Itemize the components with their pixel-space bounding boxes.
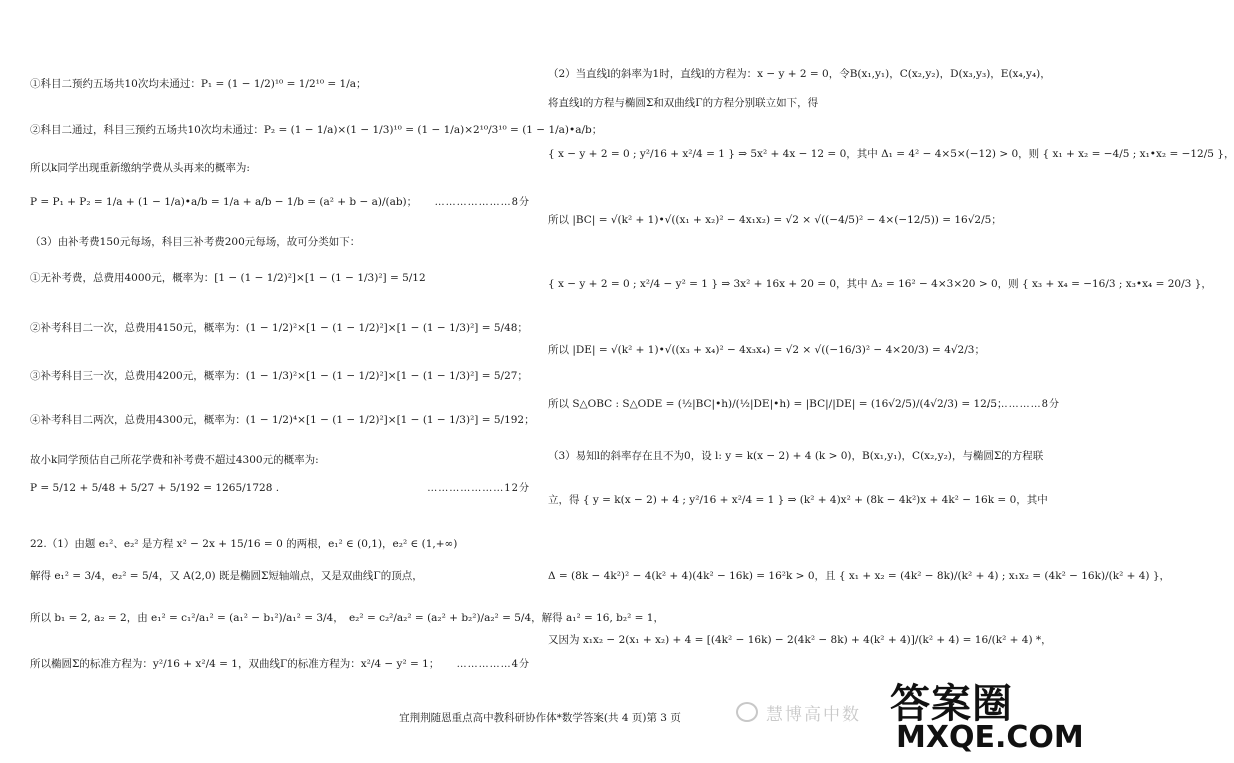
part3-system-line: 立，得 { y = k(x − 2) + 4 ; y²/16 + x²/4 = 1 } ⇒ (k² + 4)x² + (8k − 4k²)x + 4k² − 16k = 0，其中 [548, 494, 1048, 506]
bc-length-line: 所以 |BC| = √(k² + 1)•√((x₁ + x₂)² − 4x₁x₂) = √2 × √((−4/5)² − 4×(−12/5)) = 16√2/5； [548, 214, 1002, 226]
restart-prob-formula: P = P₁ + P₂ = 1/a + (1 − 1/a)•a/b = 1/a + a/b − 1/b = (a² + b − a)/(ab)； …………………8分 [30, 196, 530, 208]
simultaneous-intro: 将直线l的方程与椭圆Σ和双曲线Γ的方程分别联立如下，得 [548, 97, 819, 109]
case-3-line: ③补考科目三一次，总费用4200元，概率为：(1 − 1/3)²×[1 − (1 − 1/2)²]×[1 − (1 − 1/3)²] = 5/27； [30, 370, 528, 382]
watermark-logo-top: 答案圈 [890, 681, 1013, 727]
score-marker: ……………8分 [986, 399, 1060, 410]
area-ratio-line: 所以 S△OBC : S△ODE = (½|BC|•h)/(½|DE|•h) = |BC|/|DE| = (16√2/5)/(4√2/3) = 12/5； ……………8分 [548, 398, 1060, 410]
score-marker: ……………4分 [456, 659, 530, 670]
case-2-line: ②补考科目二一次，总费用4150元，概率为：(1 − 1/2)²×[1 − (1 − 1/2)²]×[1 − (1 − 1/3)²] = 5/48； [30, 322, 528, 334]
eccentricity-solution-line: 解得 e₁² = 3/4，e₂² = 5/4，又 A(2,0) 既是椭圆Σ短轴端点，又是双曲线Γ的顶点， [30, 570, 423, 582]
discriminant-line: Δ = (8k − 4k²)² − 4(k² + 4)(4k² − 16k) = 16²k > 0，且 { x₁ + x₂ = (4k² − 8k)/(k² + 4) ; x₁x₂ = (4k² − 16k)/(k² + 4) }， [548, 570, 1171, 582]
de-length-line: 所以 |DE| = √(k² + 1)•√((x₃ + x₄)² − 4x₃x₄) = √2 × √((−16/3)² − 4×20/3) = 4√2/3； [548, 344, 985, 356]
part3-intro: （3）由补考费150元每场，科目三补考费200元每场，故可分类如下： [30, 236, 361, 248]
part3-setup-line: （3）易知l的斜率存在且不为0，设 l: y = k(x − 2) + 4 (k > 0)，B(x₁,y₁)，C(x₂,y₂)，与椭圆Σ的方程联 [548, 450, 1044, 462]
total-prob-formula: P = 5/12 + 5/48 + 5/27 + 5/192 = 1265/1728 . …………………12分 [30, 482, 530, 494]
page-footer: 宜荆荆随恩重点高中教科研协作体*数学答案(共 4 页)第 3 页 [399, 712, 681, 724]
watermark-text: 慧博高中数 [766, 705, 861, 725]
watermark-icon [736, 702, 758, 722]
q22-part1-line: 22.（1）由题 e₁²、e₂² 是方程 x² − 2x + 15/16 = 0 的两根，e₁² ∈ (0,1)，e₂² ∈ (1,+∞) [30, 538, 458, 550]
line-slope-1-intro: （2）当直线l的斜率为1时，直线l的方程为：x − y + 2 = 0，令B(x₁,y₁)，C(x₂,y₂)，D(x₃,y₃)，E(x₄,y₄)， [548, 68, 1051, 80]
ellipse-system-line: { x − y + 2 = 0 ; y²/16 + x²/4 = 1 } ⇒ 5x² + 4x − 12 = 0，其中 Δ₁ = 4² − 4×5×(−12) > 0，则 { x₁ + x₂ = −4/5 ; x₁•x₂ = −12/5 }， [548, 148, 1234, 160]
prob-p2-line: ②科目二通过，科目三预约五场共10次均未通过：P₂ = (1 − 1/a)×(1 − 1/3)¹⁰ = (1 − 1/a)×2¹⁰/3¹⁰ = (1 − 1/a)•a/b； [30, 124, 603, 136]
hyperbola-system-line: { x − y + 2 = 0 ; x²/4 − y² = 1 } ⇒ 3x² + 16x + 20 = 0，其中 Δ₂ = 16² − 4×3×20 > 0，则 { x₃ + x₄ = −16/3 ; x₃•x₄ = 20/3 }， [548, 278, 1212, 290]
standard-equations-line: 所以椭圆Σ的标准方程为：y²/16 + x²/4 = 1，双曲线Γ的标准方程为：x²/4 − y² = 1； ……………4分 [30, 658, 530, 670]
case-4-line: ④补考科目二两次，总费用4300元，概率为：(1 − 1/2)⁴×[1 − (1 − 1/2)²]×[1 − (1 − 1/3)²] = 5/192； [30, 414, 535, 426]
score-marker: …………………12分 [427, 483, 530, 494]
total-prob-intro: 故小k同学预估自己所花学费和补考费不超过4300元的概率为: [30, 454, 319, 466]
score-marker: …………………8分 [434, 197, 530, 208]
product-expression-line: 又因为 x₁x₂ − 2(x₁ + x₂) + 4 = [(4k² − 16k) − 2(4k² − 8k) + 4(k² + 4)]/(k² + 4) = 16/(k² + 4) *， [548, 634, 1052, 646]
axis-solution-line: 所以 b₁ = 2, a₂ = 2，由 e₁² = c₁²/a₁² = (a₁² − b₁²)/a₁² = 3/4， e₂² = c₂²/a₂² = (a₂² + b₂²)/a₂² = 5/4，解得 a₁² = 16, b₂² = 1， [30, 612, 664, 624]
prob-p1-line: ①科目二预约五场共10次均未通过：P₁ = (1 − 1/2)¹⁰ = 1/2¹⁰ = 1/a； [30, 78, 367, 90]
case-1-line: ①无补考费，总费用4000元，概率为：[1 − (1 − 1/2)²]×[1 − (1 − 1/3)²] = 5/12 [30, 272, 426, 284]
watermark-logo-bottom: MXQE.COM [896, 720, 1084, 755]
restart-prob-intro: 所以k同学出现重新缴纳学费从头再来的概率为: [30, 162, 250, 174]
